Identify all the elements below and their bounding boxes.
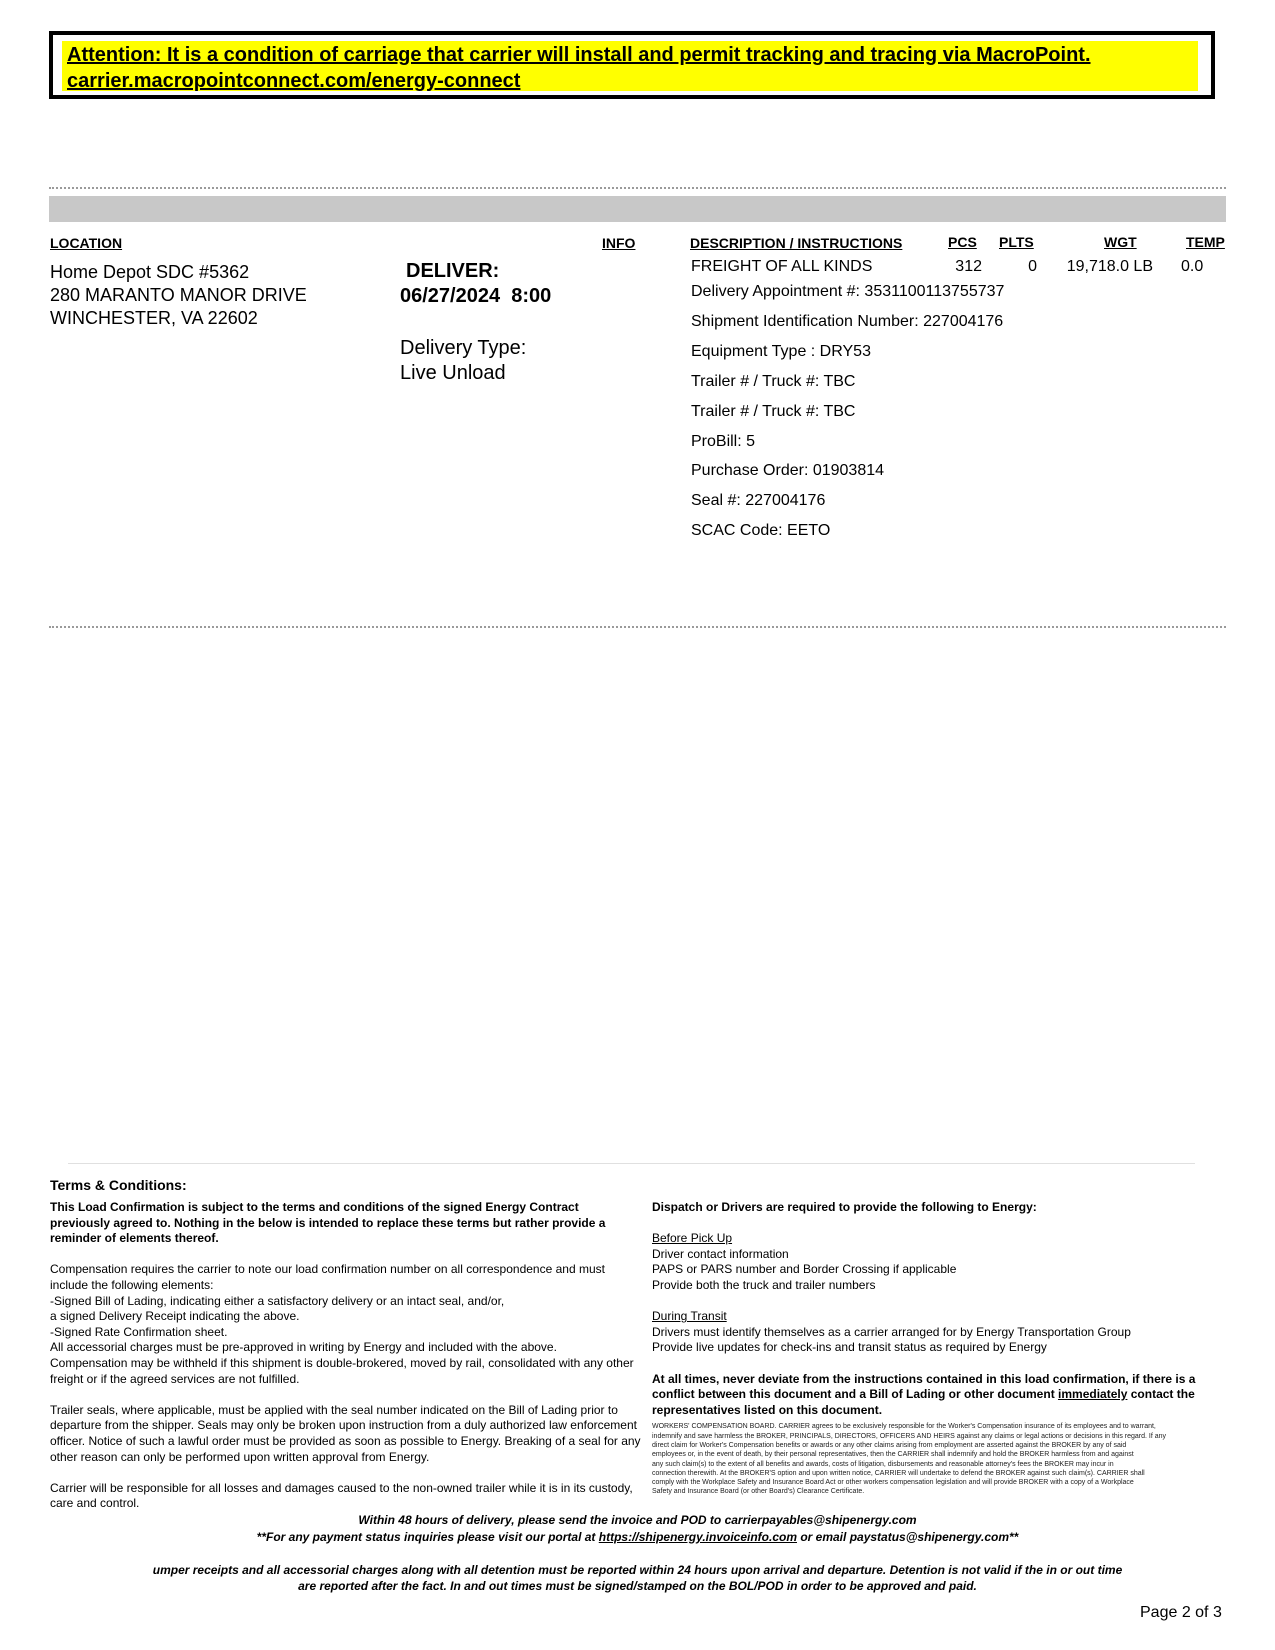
freight-wgt: 19,718.0 LB	[1066, 258, 1153, 275]
invoice-instruction: Within 48 hours of delivery, please send the invoice and POD to carrierpayables@shipenergy.com	[358, 1513, 917, 1527]
workers-comp-line: direct claim for Worker's Compensation benefits or awards or any other claims arising from employment are asserted against the BROKER by any of said	[652, 1441, 1127, 1449]
header-temp: TEMP	[1186, 234, 1225, 250]
stop-location	[50, 261, 307, 330]
header-plts: PLTS	[999, 234, 1034, 250]
delivery-type-value: Live Unload	[400, 362, 506, 384]
before-pickup-item: PAPS or PARS number and Border Crossing if applicable	[652, 1262, 957, 1277]
before-pickup-title: Before Pick Up	[652, 1231, 733, 1246]
compensation-line: All accessorial charges must be pre-approved in writing by Energy and included with the above.	[50, 1340, 557, 1355]
freight-temp: 0.0	[1181, 258, 1204, 275]
during-transit-item: Drivers must identify themselves as a carrier arranged for by Energy Transportation Group	[652, 1324, 1131, 1339]
workers-comp-line: indemnify and save harmless the BROKER, PRINCIPALS, DIRECTORS, OFFICERS AND HEIRS against any claims or legal actions or decisions in this regard. If any	[652, 1432, 1167, 1440]
never-deviate-line: representatives listed on this document.	[652, 1402, 883, 1417]
seals-line: Trailer seals, where applicable, must be applied with the seal number indicated on the Bill of Lading prior to	[50, 1402, 618, 1417]
freight-description: FREIGHT OF ALL KINDS	[691, 258, 873, 275]
terms-divider	[68, 1163, 1195, 1164]
compensation-line: -Signed Bill of Lading, indicating either a satisfactory delivery or an intact seal, and/or,	[50, 1293, 505, 1308]
header-wgt: WGT	[1104, 234, 1137, 250]
dotted-divider-top	[49, 187, 1226, 189]
workers-comp-line: comply with the Workplace Safety and Insurance Board Act or other workers compensation legislation and will provide BROKER with a copy of a Workplace	[652, 1479, 1134, 1487]
compensation-line: a signed Delivery Receipt indicating the above.	[50, 1309, 300, 1324]
workers-comp-line: any such claim(s) to the extent of all benefits and awards, costs of litigation, disbursements and reasonable attorney's fees the BROKER may incur in	[652, 1460, 1114, 1468]
during-transit-item: Provide live updates for check-ins and transit status as required by Energy	[652, 1340, 1047, 1355]
dispatch-title: Dispatch or Drivers are required to provide the following to Energy:	[652, 1200, 1037, 1214]
header-pcs: PCS	[948, 234, 977, 250]
banner-link[interactable]: carrier.macropointconnect.com/energy-connect	[67, 70, 521, 92]
lumper-line-2: are reported after the fact. In and out times must be signed/stamped on the BOL/POD in order to be approved and paid.	[298, 1579, 977, 1593]
stop-appointment: 06/27/2024 8:00	[400, 285, 552, 307]
location-city: WINCHESTER, VA 22602	[50, 308, 258, 328]
compensation-line: -Signed Rate Confirmation sheet.	[50, 1324, 228, 1339]
attention-banner	[49, 31, 1215, 99]
dotted-divider-bottom	[49, 626, 1226, 628]
damages-line: care and control.	[50, 1496, 140, 1511]
instruction-line: SCAC Code: EETO	[691, 522, 831, 539]
lumper-line-1: umper receipts and all accessorial charges along with all detention must be reported within 24 hours upon arrival and departure. Detention is not valid if the in or out time	[152, 1563, 1123, 1577]
instruction-line: Trailer # / Truck #: TBC	[691, 403, 856, 420]
delivery-type-label: Delivery Type:	[400, 337, 527, 359]
header-location: LOCATION	[50, 235, 123, 251]
terms-intro-line: reminder of elements thereof.	[50, 1231, 219, 1246]
banner-line-1: Attention: It is a condition of carriage that carrier will install and permit tracking and tracing via MacroPoint.	[67, 44, 1091, 66]
terms-left-column	[50, 1200, 641, 1512]
compensation-line: include the following elements:	[50, 1277, 214, 1292]
instruction-line: Seal #: 227004176	[691, 492, 826, 509]
never-deviate-line: conflict between this document and a Bill of Lading or other document immediately contact the	[652, 1387, 1195, 1402]
before-pickup-item: Provide both the truck and trailer numbers	[652, 1277, 876, 1292]
section-bar	[49, 196, 1226, 222]
compensation-line: Compensation may be withheld if this shipment is double-brokered, moved by rail, consolidated with any other	[50, 1355, 634, 1370]
terms-title: Terms & Conditions:	[50, 1177, 187, 1193]
freight-plts: 0	[1028, 258, 1037, 275]
location-address: 280 MARANTO MANOR DRIVE	[50, 285, 307, 305]
instruction-line: ProBill: 5	[691, 433, 756, 450]
damages-line: Carrier will be responsible for all losses and damages caused to the non-owned trailer while it is in its custody,	[50, 1480, 633, 1495]
never-deviate-line: At all times, never deviate from the instructions contained in this load confirmation, if there is a	[652, 1371, 1196, 1386]
payment-portal-link[interactable]: https://shipenergy.invoiceinfo.com	[598, 1530, 797, 1544]
header-info: INFO	[602, 235, 636, 251]
instruction-line: Purchase Order: 01903814	[691, 462, 885, 479]
seals-line: other reason can only be performed upon written approval from Energy.	[50, 1449, 430, 1464]
workers-comp-line: employees or, in the event of death, by their personal representatives, then the CARRIER shall indemnify and hold the BROKER harmless from and against	[652, 1451, 1134, 1459]
immediately-emphasis: immediately	[1058, 1387, 1128, 1402]
terms-intro-line: previously agreed to. Nothing in the below is intended to replace these terms but rather provide a	[50, 1215, 606, 1230]
instruction-line: Shipment Identification Number: 227004176	[691, 313, 1004, 330]
location-name: Home Depot SDC #5362	[50, 262, 250, 282]
freight-pcs: 312	[955, 258, 982, 275]
seals-line: officer. Notice of such a lawful order must be provided as soon as possible to Energy. Breaking of a seal for any	[50, 1433, 641, 1448]
workers-comp-line: connection therewith. At the BROKER'S option and upon written notice, CARRIER will undertake to defend the BROKER against such claim(s). CARRIER shall	[652, 1469, 1145, 1477]
compensation-line: freight or if the agreed services are not fulfilled.	[50, 1371, 300, 1386]
page-number: Page 2 of 3	[1140, 1604, 1222, 1621]
workers-comp-line: WORKERS' COMPENSATION BOARD. CARRIER agrees to be exclusively responsible for the Worker's Compensation insurance of its employees and to warrant,	[652, 1423, 1156, 1431]
payment-portal-line: **For any payment status inquiries please visit our portal at https://shipenergy.invoiceinfo.com or email paystatus@shipenergy.com**	[256, 1530, 1019, 1544]
before-pickup-item: Driver contact information	[652, 1246, 789, 1261]
workers-comp-line: Safety and Insurance Board (or other Board's) Clearance Certificate.	[652, 1488, 865, 1496]
terms-intro-line: This Load Confirmation is subject to the terms and conditions of the signed Energy Contract	[50, 1200, 579, 1214]
seals-line: departure from the shipper. Seals may only be broken upon instruction from a duly authorized law enforcement	[50, 1418, 637, 1433]
terms-right-column	[652, 1200, 1232, 1497]
instruction-line: Trailer # / Truck #: TBC	[691, 373, 856, 390]
instruction-line: Equipment Type : DRY53	[691, 343, 871, 360]
header-description: DESCRIPTION / INSTRUCTIONS	[690, 235, 903, 251]
compensation-line: Compensation requires the carrier to note our load confirmation number on all correspondence and must	[50, 1262, 605, 1277]
instruction-line: Delivery Appointment #: 3531100113755737	[691, 283, 1005, 300]
stop-action: DELIVER:	[406, 260, 500, 282]
during-transit-title: During Transit	[652, 1309, 727, 1324]
